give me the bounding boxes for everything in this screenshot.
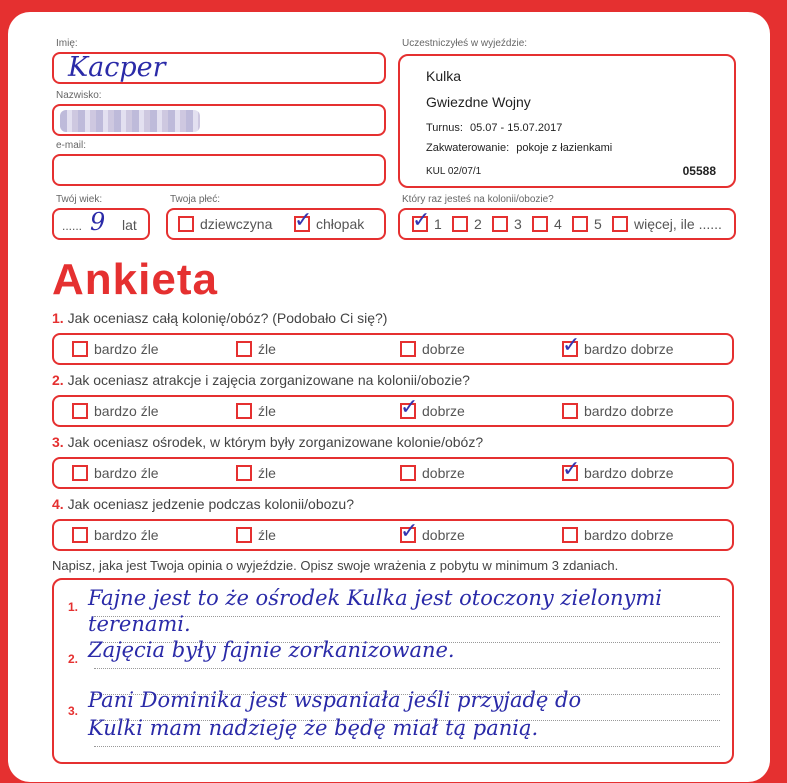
q1-very-good-label: bardzo dobrze: [584, 341, 674, 357]
times-1-checkbox[interactable]: [412, 208, 431, 233]
times-option-5[interactable]: [572, 216, 602, 232]
question-1: [52, 310, 387, 326]
q4-option-good[interactable]: [400, 519, 465, 544]
turnus-row: [426, 122, 562, 134]
q3-option-very-good[interactable]: [562, 457, 674, 482]
times-1-label: 1: [434, 216, 442, 232]
age-dots: ......: [62, 219, 83, 233]
q4-good-checkbox[interactable]: [400, 519, 419, 544]
question-1-text: Jak oceniasz całą kolonię/obóz? (Podobało Ci się?): [67, 310, 388, 326]
gender-option-girl[interactable]: [178, 216, 272, 232]
times-option-2[interactable]: [452, 216, 482, 232]
q1-very-bad-checkbox[interactable]: [72, 341, 88, 357]
question-4-text: Jak oceniasz jedzenie podczas kolonii/obozu?: [67, 496, 354, 512]
trip-line1: Kulka: [426, 68, 462, 84]
gender-label: Twoja płeć:: [170, 194, 221, 205]
q3-good-checkbox[interactable]: [400, 465, 416, 481]
gender-boy-label: chłopak: [316, 216, 365, 232]
email-label: e-mail:: [56, 140, 87, 151]
check-mark-icon: ✓: [294, 208, 313, 233]
q2-option-bad[interactable]: [236, 403, 276, 419]
trip-label: Uczestniczyłeś w wyjeździe:: [402, 38, 528, 49]
question-2: [52, 372, 470, 388]
q3-very-bad-label: bardzo źle: [94, 465, 159, 481]
times-option-1[interactable]: [412, 208, 442, 233]
check-mark-icon: ✓: [400, 395, 419, 420]
turnus-value: 05.07 - 15.07.2017: [469, 122, 563, 134]
trip-info-box: [398, 54, 736, 188]
times-option-3[interactable]: [492, 216, 522, 232]
q2-very-bad-checkbox[interactable]: [72, 403, 88, 419]
name-label: Imię:: [56, 38, 78, 49]
age-label: Twój wiek:: [56, 194, 103, 205]
times-4-checkbox[interactable]: [532, 216, 548, 232]
question-2-number: 2.: [52, 372, 64, 388]
opinion-box[interactable]: [52, 578, 734, 764]
opinion-line-1: Fajne jest to że ośrodek Kulka jest otoczony zielonymi: [88, 586, 662, 610]
times-more-checkbox[interactable]: [612, 216, 628, 232]
trip-code: KUL 02/07/1: [426, 166, 482, 177]
times-3-label: 3: [514, 216, 522, 232]
which-time-label: Który raz jesteś na kolonii/obozie?: [402, 194, 554, 205]
accommodation-label: Zakwaterowanie:: [426, 142, 510, 154]
surname-field[interactable]: [52, 104, 386, 136]
q2-good-label: dobrze: [422, 403, 465, 419]
q2-very-good-checkbox[interactable]: [562, 403, 578, 419]
question-3: [52, 434, 483, 450]
q2-option-very-good[interactable]: [562, 403, 674, 419]
q1-option-very-good[interactable]: [562, 333, 674, 358]
opinion-line-2: terenami.: [88, 612, 191, 636]
email-field[interactable]: [52, 154, 386, 186]
q3-bad-checkbox[interactable]: [236, 465, 252, 481]
opinion-line-4: Pani Dominika jest wspaniała jeśli przyjadę do: [88, 688, 582, 712]
q3-very-bad-checkbox[interactable]: [72, 465, 88, 481]
accommodation-row: [426, 142, 612, 154]
times-2-checkbox[interactable]: [452, 216, 468, 232]
age-handwriting: 9: [90, 208, 106, 236]
check-mark-icon: ✓: [562, 457, 581, 482]
q1-option-good[interactable]: [400, 341, 465, 357]
name-field[interactable]: [52, 52, 386, 84]
q3-good-label: dobrze: [422, 465, 465, 481]
opinion-prompt: Napisz, jaka jest Twoja opinia o wyjeździe. Opisz swoje wrażenia z pobytu w minimum 3 zdaniach.: [52, 558, 619, 573]
opinion-line-5: Kulki mam nadzieję że będę miał tą panią.: [88, 716, 539, 740]
question-4: [52, 496, 354, 512]
question-4-number: 4.: [52, 496, 64, 512]
times-option-4[interactable]: [532, 216, 562, 232]
q4-option-very-good[interactable]: [562, 527, 674, 543]
which-time-field: [398, 208, 736, 240]
q1-good-checkbox[interactable]: [400, 341, 416, 357]
q1-bad-label: źle: [258, 341, 276, 357]
q2-option-very-bad[interactable]: [72, 403, 159, 419]
times-option-more[interactable]: [612, 216, 722, 232]
q1-good-label: dobrze: [422, 341, 465, 357]
q4-option-very-bad[interactable]: [72, 527, 159, 543]
question-1-number: 1.: [52, 310, 64, 326]
q2-bad-checkbox[interactable]: [236, 403, 252, 419]
check-mark-icon: ✓: [400, 519, 419, 544]
check-mark-icon: ✓: [412, 208, 431, 233]
q3-option-very-bad[interactable]: [72, 465, 159, 481]
opinion-number-3: 3.: [68, 704, 79, 718]
q4-very-bad-checkbox[interactable]: [72, 527, 88, 543]
q4-very-good-label: bardzo dobrze: [584, 527, 674, 543]
gender-option-boy[interactable]: [294, 208, 365, 233]
answer-row-3: [52, 457, 734, 489]
q2-very-good-label: bardzo dobrze: [584, 403, 674, 419]
age-unit: lat: [122, 217, 137, 233]
gender-field: [166, 208, 386, 240]
opinion-number-1: 1.: [68, 600, 79, 614]
times-2-label: 2: [474, 216, 482, 232]
ruled-line: [94, 746, 720, 747]
q4-bad-checkbox[interactable]: [236, 527, 252, 543]
q1-option-bad[interactable]: [236, 341, 276, 357]
age-field[interactable]: [52, 208, 150, 240]
answer-row-2: [52, 395, 734, 427]
surname-label: Nazwisko:: [56, 90, 102, 101]
gender-girl-checkbox[interactable]: [178, 216, 194, 232]
q3-bad-label: źle: [258, 465, 276, 481]
q4-very-bad-label: bardzo źle: [94, 527, 159, 543]
q1-option-very-bad[interactable]: [72, 341, 159, 357]
q4-option-bad[interactable]: [236, 527, 276, 543]
ruled-line: [94, 668, 720, 669]
turnus-label: Turnus:: [426, 122, 463, 134]
q4-bad-label: źle: [258, 527, 276, 543]
trip-line2: Gwiezdne Wojny: [426, 94, 531, 110]
q1-very-good-checkbox[interactable]: [562, 333, 581, 358]
times-5-checkbox[interactable]: [572, 216, 588, 232]
gender-girl-label: dziewczyna: [200, 216, 273, 232]
answer-row-1: [52, 333, 734, 365]
trip-number: 05588: [682, 164, 716, 178]
opinion-line-3: Zajęcia były fajnie zorkanizowane.: [88, 638, 455, 662]
question-2-text: Jak oceniasz atrakcje i zajęcia zorganizowane na kolonii/obozie?: [67, 372, 470, 388]
q2-very-bad-label: bardzo źle: [94, 403, 159, 419]
times-3-checkbox[interactable]: [492, 216, 508, 232]
q2-bad-label: źle: [258, 403, 276, 419]
accommodation-value: pokoje z łazienkami: [516, 142, 613, 154]
q3-option-bad[interactable]: [236, 465, 276, 481]
check-mark-icon: ✓: [562, 333, 581, 358]
q2-option-good[interactable]: [400, 395, 465, 420]
gender-boy-checkbox[interactable]: [294, 208, 313, 233]
opinion-number-2: 2.: [68, 652, 79, 666]
answer-row-4: [52, 519, 734, 551]
name-handwriting: Kacper: [68, 52, 166, 83]
q3-option-good[interactable]: [400, 465, 465, 481]
q4-very-good-checkbox[interactable]: [562, 527, 578, 543]
survey-title: Ankieta: [52, 255, 218, 304]
times-4-label: 4: [554, 216, 562, 232]
times-5-label: 5: [594, 216, 602, 232]
q4-good-label: dobrze: [422, 527, 465, 543]
q1-very-bad-label: bardzo źle: [94, 341, 159, 357]
question-3-number: 3.: [52, 434, 64, 450]
q3-very-good-label: bardzo dobrze: [584, 465, 674, 481]
times-more-label: więcej, ile ......: [634, 216, 722, 232]
q2-good-checkbox[interactable]: [400, 395, 419, 420]
surname-redacted: [60, 110, 200, 132]
question-3-text: Jak oceniasz ośrodek, w którym były zorganizowane kolonie/obóz?: [67, 434, 484, 450]
q1-bad-checkbox[interactable]: [236, 341, 252, 357]
q3-very-good-checkbox[interactable]: [562, 457, 581, 482]
